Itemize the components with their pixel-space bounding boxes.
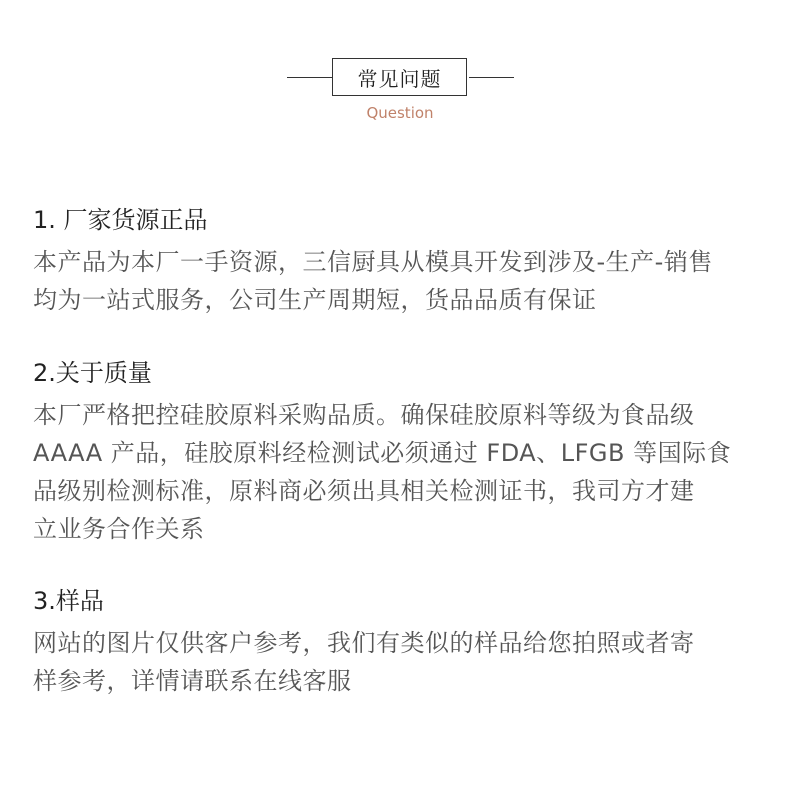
header-divider-left bbox=[287, 77, 332, 78]
faq-heading: 1. 厂家货源正品 bbox=[33, 206, 208, 234]
page-subtitle: Question bbox=[366, 104, 434, 122]
faq-answer-line: 品级别检测标准，原料商必须出具相关检测证书，我司方才建 bbox=[33, 477, 695, 505]
faq-answer bbox=[33, 624, 778, 700]
faq-answer-line: 本厂严格把控硅胶原料采购品质。确保硅胶原料等级为食品级 bbox=[33, 401, 695, 429]
faq-item-quality bbox=[33, 356, 778, 548]
faq-answer bbox=[33, 243, 778, 319]
faq-answer-line: 立业务合作关系 bbox=[33, 515, 205, 543]
page-title: 常见问题 bbox=[357, 66, 442, 91]
faq-heading: 3.样品 bbox=[33, 587, 104, 615]
faq-item-factory-source bbox=[33, 203, 778, 319]
faq-answer bbox=[33, 396, 778, 548]
header-divider-right bbox=[469, 77, 514, 78]
faq-heading: 2.关于质量 bbox=[33, 359, 152, 387]
faq-answer-line: 本产品为本厂一手资源，三信厨具从模具开发到涉及-生产-销售 bbox=[33, 248, 713, 276]
faq-answer-line: AAAA 产品，硅胶原料经检测试必须通过 FDA、LFGB 等国际食 bbox=[33, 439, 732, 467]
faq-item-samples bbox=[33, 584, 778, 700]
faq-header bbox=[0, 58, 800, 128]
faq-answer-line: 均为一站式服务，公司生产周期短，货品品质有保证 bbox=[33, 286, 597, 314]
page-title-box bbox=[332, 58, 467, 96]
faq-answer-line: 网站的图片仅供客户参考，我们有类似的样品给您拍照或者寄 bbox=[33, 629, 695, 657]
faq-answer-line: 样参考，详情请联系在线客服 bbox=[33, 667, 352, 695]
